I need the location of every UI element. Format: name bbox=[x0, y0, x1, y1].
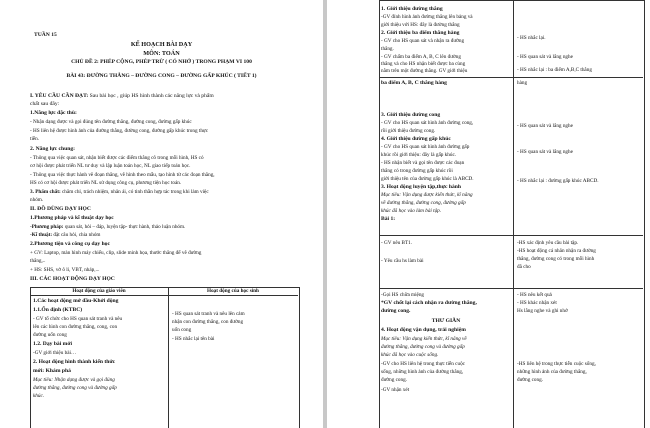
row-heading: 4. Giới thiệu đường gấp khúc bbox=[381, 136, 451, 142]
tools-teacher-cont: thẳng,.. bbox=[30, 258, 46, 264]
document-page-left bbox=[0, 0, 323, 428]
row-explore: mới: Khám phá bbox=[33, 368, 71, 374]
table-header-rule bbox=[30, 295, 298, 296]
student-text: -HS hoạt động cá nhân nhận ra đường bbox=[517, 248, 596, 254]
tools-heading: 2.Phương tiện và công cụ dạy học bbox=[30, 241, 110, 247]
methods-heading: 1.Phương pháp và kĩ thuật dạy học bbox=[30, 215, 114, 221]
goal-2b: - Thông qua việc thực hành vẽ đoạn thẳng, vẽ hình theo mẫu, tạo hình từ các đoạn thẳng, bbox=[30, 172, 215, 178]
student-text: thẳng, đường cong có trong mỗi hình bbox=[517, 256, 595, 262]
row-text: khúc rồi giới thiệu: đây là gấp khúc. bbox=[381, 152, 457, 158]
row-text: - GV cho HS quan sát hình ảnh đường cong, bbox=[381, 120, 474, 126]
goals-line-2: chất sau đây: bbox=[30, 101, 60, 107]
week-label: TUẦN 15 bbox=[34, 32, 57, 38]
student-text: - HS nhắc lại tên bài bbox=[172, 336, 215, 342]
row-objective: đường thẳng, đường cong và đường gấp bbox=[381, 344, 465, 350]
row-rule bbox=[379, 77, 643, 78]
student-text: uốn cong bbox=[172, 327, 192, 333]
methods-line: -Phương pháp: quan sát, hỏi – đáp, luyện tập- thực hành, thảo luận nhóm. bbox=[30, 224, 186, 230]
row-text: rồi giới thiệu đường cong. bbox=[381, 128, 436, 134]
goal-1b-cont: tiễn. bbox=[30, 136, 40, 142]
goal-3-cont: nhóm. bbox=[30, 197, 44, 203]
topic-title: CHỦ ĐỀ 2: PHÉP CỘNG, PHÉP TRỪ ( CÓ NHỚ ) TRONG PHẠM VI 100 bbox=[71, 59, 252, 65]
header-student: Hoạt động của học sinh bbox=[207, 288, 259, 294]
lesson-title: BÀI 43: ĐƯỜNG THẲNG – ĐƯỜNG CONG – ĐƯỜNG GẤP KHÚC ( TIẾT 1) bbox=[66, 73, 257, 79]
row-text: - GV cho HS quan sát hình ảnh đường gấp bbox=[381, 144, 470, 150]
row-heading: 3. Hoạt động luyện tập,thực hành bbox=[381, 184, 461, 190]
row-text: - Yêu cầu hs làm bài bbox=[381, 258, 424, 264]
exercise-label: Bài 1: bbox=[381, 216, 396, 222]
goal-1b: - HS liên hệ được hình ảnh của đường thẳng, đường cong, đường gấp khúc trong thực bbox=[30, 128, 209, 134]
row-heading: 1. Giới thiệu đường thẳng bbox=[381, 6, 443, 12]
student-text: - HS nhắc lại : ba điểm A,B,C thẳng bbox=[517, 67, 592, 73]
row-objective: về đường thẳng, đường cong, đường gấp bbox=[381, 200, 466, 206]
row-text: - GV chấm ba điểm A, B, C lên đường bbox=[381, 54, 461, 60]
student-text: - HS quan sát và lắng nghe bbox=[517, 54, 573, 60]
student-text: Hs lắng nghe và ghi nhớ bbox=[517, 308, 568, 314]
goal-3: 3. Phẩm chất: chăm chỉ, trách nhiệm, nhân ái, có tinh thần hợp tác trong khi làm việc bbox=[30, 189, 209, 195]
row-text: nằm trên một đường thẳng. GV giới thiệu bbox=[381, 68, 468, 74]
goals-line: I. YÊU CẦU CẦN ĐẠT: Sau bài học , giúp HS hình thành các năng lực và phẩm bbox=[30, 93, 214, 99]
row-objective: Mục tiêu: Nhận dạng được và gọi đúng bbox=[33, 377, 115, 383]
goal-1-heading: 1.Năng lực đặc thù: bbox=[30, 110, 77, 116]
goal-2a-cont: cơ hội được phát triển NL tư duy và lập luận toán học, NL giao tiếp toán học. bbox=[30, 163, 191, 169]
row-text: đường cong. bbox=[381, 377, 408, 383]
goal-2b-cont: HS có cơ hội được phát triển NL sử dụng công cụ, phương tiện học toán. bbox=[30, 180, 182, 186]
row-text: - GV cho HS quan sát và nhận ra đường bbox=[381, 38, 465, 44]
row-text: giới thiệu tên của đường gấp khúc là ABCD. bbox=[381, 176, 474, 182]
subject-title: MÔN: TOÁN bbox=[143, 50, 180, 57]
student-text: - HS nhắc lại. bbox=[517, 35, 546, 41]
row-text: -Gọi HS chữa miệng bbox=[381, 292, 425, 298]
equipment-heading: II. ĐỒ DÙNG DẠY HỌC bbox=[30, 206, 91, 212]
row-heading: *GV chốt lại cách nhận ra đường thẳng, bbox=[381, 300, 477, 306]
row-text: sống, những hình ảnh của đường thẳng, bbox=[381, 369, 464, 375]
document-page-right bbox=[327, 0, 650, 428]
row-heading: ba điểm A, B, C thẳng hàng bbox=[381, 80, 447, 86]
table-divider bbox=[168, 287, 169, 428]
student-text: hàng bbox=[517, 80, 528, 86]
student-text: đã cho bbox=[517, 264, 531, 270]
row-text: -GV nhận xét bbox=[381, 387, 410, 393]
row-text: - GV nêu BT1. bbox=[381, 240, 413, 246]
row-text: đường uốn cong bbox=[33, 332, 67, 338]
row-rule bbox=[379, 288, 643, 289]
row-stabilize: 1.1.Ổn định (KTBC) bbox=[33, 307, 83, 313]
techniques-line: -Kĩ thuật: đặt câu hỏi, chia nhóm bbox=[30, 232, 101, 238]
student-text: - HS khác nhận xét bbox=[517, 300, 557, 306]
row-warmup-heading: 1.Các hoạt động mở đầu-Khởi động bbox=[33, 298, 119, 304]
row-objective: khúc. bbox=[33, 393, 45, 399]
row-new-lesson: 1.2. Dạy bài mới bbox=[33, 341, 72, 347]
row-text: thẳng có trong đường gấp khúc rồi bbox=[381, 168, 453, 174]
row-text: thẳng. bbox=[381, 46, 394, 52]
row-heading: 3. Giới thiệu đường cong bbox=[381, 112, 441, 118]
row-knowledge-heading: 2. Hoạt động hình thành kiến thức bbox=[33, 359, 116, 365]
table-divider bbox=[513, 0, 514, 428]
student-text: nhận con đường thẳng, con đường bbox=[172, 319, 244, 325]
student-text: đường cong. bbox=[517, 377, 544, 383]
student-text: - HS nêu kết quả bbox=[517, 292, 552, 298]
row-objective: khúc đã học vào làm bài tập. bbox=[381, 208, 442, 214]
row-objective: khúc đã học vào cuộc sống. bbox=[381, 352, 439, 358]
row-heading: 2. Giới thiệu ba điểm thẳng hàng bbox=[381, 30, 460, 36]
student-text: -HS xác định yêu cầu bài tập. bbox=[517, 240, 579, 246]
row-text: - GV tổ chức cho HS quan sát tranh và nêu bbox=[33, 316, 123, 322]
header-teacher: Hoạt động của giáo viên bbox=[72, 288, 126, 294]
row-text: -GV giới thiệu bài… bbox=[33, 350, 77, 356]
student-text: - HS quan sát tranh và nêu lên cảm bbox=[172, 311, 245, 317]
row-text: - HS nhận biết và gọi tên được các đoạn bbox=[381, 160, 465, 166]
student-text: - HS quan sát và lắng nghe bbox=[517, 149, 573, 155]
row-objective: Mục tiêu: Vận dụng kiến thức, kĩ năng về bbox=[381, 336, 467, 342]
student-text: - HS nhắc lại : đường gấp khúc ABCD. bbox=[517, 178, 599, 184]
row-text: -GV đính hình ảnh đường thẳng lên bảng và bbox=[381, 14, 473, 20]
row-heading: 4. Hoạt động vận dụng, trải nghiệm bbox=[381, 327, 466, 333]
student-text: -HS liên hệ trong thực tiễn cuộc sống, bbox=[517, 361, 596, 367]
row-text: lên các hình con đường thẳng, cong, con bbox=[33, 324, 118, 330]
student-text: những hình ảnh của đường thẳng, bbox=[517, 369, 587, 375]
activities-heading: III. CÁC HOẠT ĐỘNG DẠY HỌC bbox=[30, 276, 115, 282]
row-heading: đường cong. bbox=[381, 308, 411, 314]
student-text: - HS quan sát và lắng nghe bbox=[517, 123, 573, 129]
row-text: giới thiệu với HS: đây là đường thẳng bbox=[381, 22, 460, 28]
row-text: -GV cho HS liên hệ trong thực tiễn cuộc bbox=[381, 361, 465, 367]
goal-2a: - Thông qua việc quan sát, nhận biết được các điểm thẳng cô trong mỗi hình, HS có bbox=[30, 155, 204, 161]
tools-student: + HS: SHS, vở ô li, VBT, nháp,... bbox=[30, 267, 100, 273]
lesson-plan-title: KẾ HOẠCH BÀI DẠY bbox=[130, 41, 193, 48]
row-rule bbox=[379, 235, 643, 236]
tools-teacher: + GV: Laptop, màn hình máy chiếu, clip, slide minh họa, thước thẳng để vẽ đường bbox=[30, 250, 202, 256]
goal-2-heading: 2. Năng lực chung: bbox=[30, 146, 76, 152]
row-objective: đường thẳng, đường cong và đường gấp bbox=[33, 385, 117, 391]
row-objective: Mục tiêu: Vận dụng được kiến thức, kĩ năng bbox=[381, 192, 473, 198]
goal-1a: - Nhận dạng được và gọi đúng tên đường thẳng, đường cong, đường gấp khúc bbox=[30, 119, 192, 125]
break-label: THƯ GIÃN bbox=[431, 318, 461, 324]
row-text: thẳng và cho HS nhận biết được ba cùng bbox=[381, 61, 466, 67]
